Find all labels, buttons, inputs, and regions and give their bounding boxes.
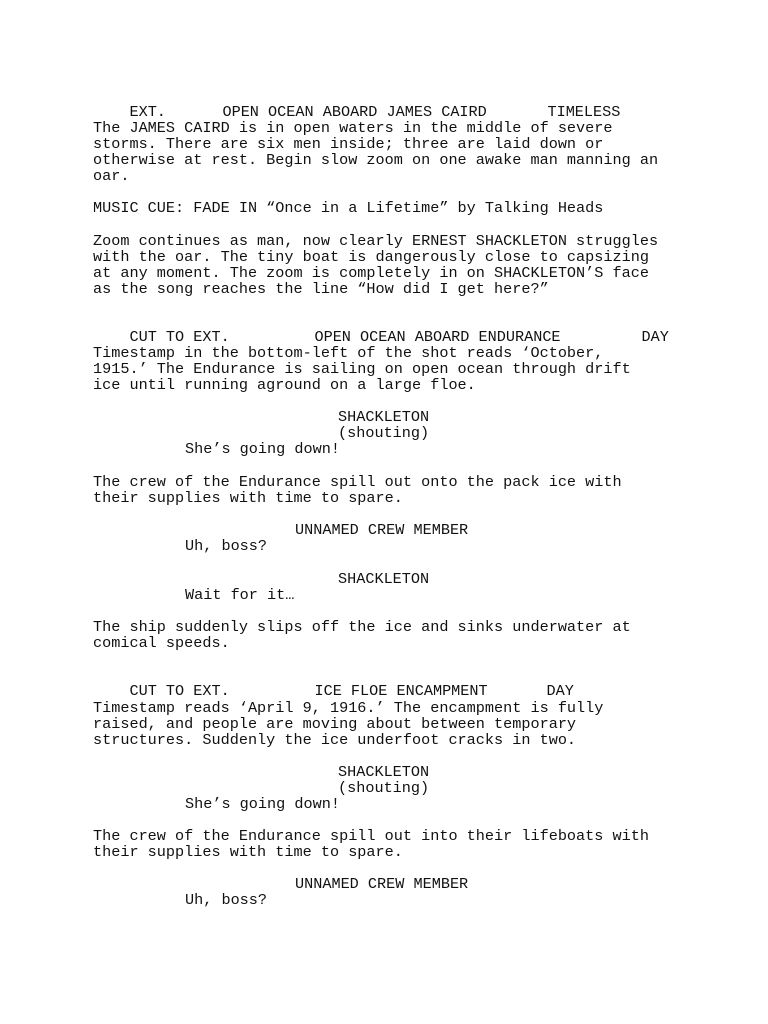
action-line: Timestamp reads ‘April 9, 1916.’ The encampment is fully xyxy=(93,699,604,717)
action-line: as the song reaches the line “How did I get here?” xyxy=(93,280,549,298)
scene-heading-transition: CUT TO EXT. xyxy=(129,682,230,700)
action-line: raised, and people are moving about between temporary xyxy=(93,715,577,733)
character-name: SHACKLETON xyxy=(338,570,430,588)
dialogue-line: She’s going down! xyxy=(185,795,340,813)
scene-heading-location: OPEN OCEAN ABOARD JAMES CAIRD xyxy=(222,103,487,121)
music-cue: MUSIC CUE: FADE IN “Once in a Lifetime” by Talking Heads xyxy=(93,199,604,217)
action-line: The ship suddenly slips off the ice and sinks underwater at xyxy=(93,618,631,636)
action-line: comical speeds. xyxy=(93,634,230,652)
parenthetical: (shouting) xyxy=(338,424,430,442)
action-line: with the oar. The tiny boat is dangerously close to capsizing xyxy=(93,248,649,266)
dialogue-line: Wait for it… xyxy=(185,586,295,604)
action-line: Timestamp in the bottom-left of the shot reads ‘October, xyxy=(93,344,604,362)
action-line: The crew of the Endurance spill out into their lifeboats with xyxy=(93,827,649,845)
dialogue-line: She’s going down! xyxy=(185,440,340,458)
scene-heading-time: DAY xyxy=(546,682,574,700)
action-line: otherwise at rest. Begin slow zoom on one awake man manning an xyxy=(93,151,659,169)
scene-heading-location: OPEN OCEAN ABOARD ENDURANCE xyxy=(314,328,561,346)
action-line: structures. Suddenly the ice underfoot cracks in two. xyxy=(93,731,577,749)
action-line: oar. xyxy=(93,167,130,185)
character-name: SHACKLETON xyxy=(338,408,430,426)
action-line: The JAMES CAIRD is in open waters in the middle of severe xyxy=(93,119,613,137)
action-line: their supplies with time to spare. xyxy=(93,843,403,861)
action-line: 1915.’ The Endurance is sailing on open ocean through drift xyxy=(93,360,631,378)
action-line: their supplies with time to spare. xyxy=(93,489,403,507)
dialogue-line: Uh, boss? xyxy=(185,891,268,909)
character-name: UNNAMED CREW MEMBER xyxy=(295,875,469,893)
scene-heading-time: DAY xyxy=(641,328,669,346)
action-line: storms. There are six men inside; three are laid down or xyxy=(93,135,604,153)
scene-heading-time: TIMELESS xyxy=(547,103,621,121)
action-line: ice until running aground on a large floe. xyxy=(93,376,476,394)
action-line: Zoom continues as man, now clearly ERNEST SHACKLETON struggles xyxy=(93,232,659,250)
action-line: at any moment. The zoom is completely in on SHACKLETON’S face xyxy=(93,264,649,282)
character-name: SHACKLETON xyxy=(338,763,430,781)
parenthetical: (shouting) xyxy=(338,779,430,797)
action-line: The crew of the Endurance spill out onto the pack ice with xyxy=(93,473,622,491)
dialogue-line: Uh, boss? xyxy=(185,537,268,555)
scene-heading-location-type: EXT. xyxy=(129,103,166,121)
character-name: UNNAMED CREW MEMBER xyxy=(295,521,469,539)
scene-heading-transition: CUT TO EXT. xyxy=(129,328,230,346)
scene-heading-location: ICE FLOE ENCAMPMENT xyxy=(314,682,488,700)
